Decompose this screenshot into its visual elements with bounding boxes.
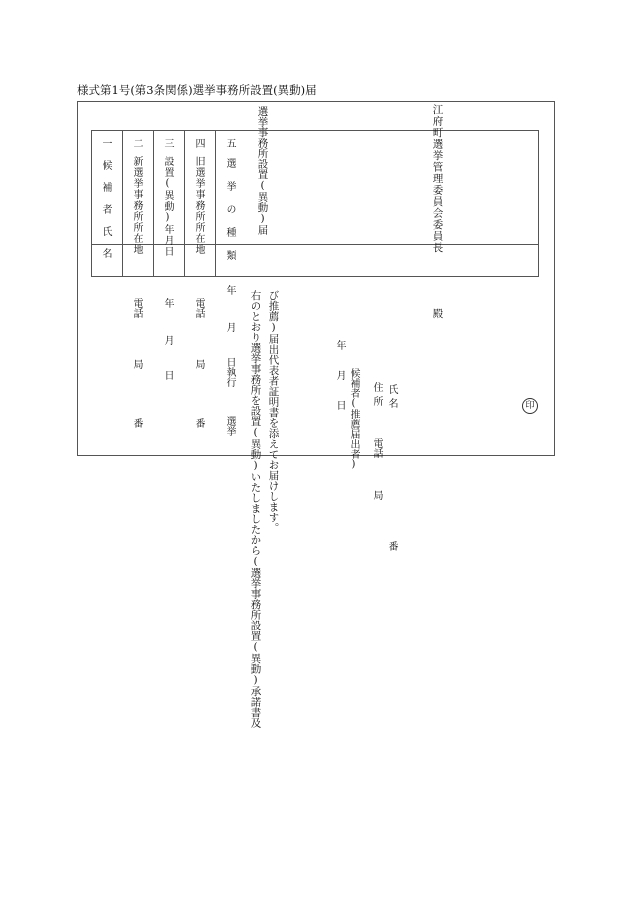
row-divider: [153, 130, 154, 277]
number-label: 番: [386, 541, 397, 551]
row-4-label: 旧選挙事務所所在地: [193, 156, 204, 255]
row-3-day: 日: [162, 370, 173, 380]
row-3-month: 月: [162, 335, 173, 345]
body-line-1: 右のとおり選挙事務所を設置(異動)いたしましたから(選挙事務所設置(異動)承諾書及: [249, 290, 262, 728]
row-1-label: 候補者氏名: [100, 160, 111, 270]
exchange-label: 局: [371, 490, 382, 500]
row-4-exchange: 局: [193, 359, 204, 369]
row-5-month: 月: [224, 322, 235, 332]
addressee-office: 江府町選挙管理委員会委員長: [431, 104, 444, 254]
date-day: 日: [334, 400, 345, 410]
label-value-divider: [91, 244, 539, 245]
name-label: 氏名: [386, 384, 397, 412]
row-5-election-date: 日執行: [224, 357, 235, 387]
form-table: [91, 130, 539, 277]
row-5-number: 五: [224, 138, 235, 148]
row-2-number-label: 番: [131, 418, 142, 428]
addressee-honorific: 殿: [431, 308, 444, 319]
form-caption: 様式第1号(第3条関係)選挙事務所設置(異動)届: [77, 83, 317, 97]
row-5-election: 選挙: [224, 416, 235, 436]
row-2-number: 二: [131, 138, 142, 148]
body-line-2: び推薦)届出代表者証明書を添えてお届けします。: [267, 290, 280, 533]
row-4-number: 四: [193, 138, 204, 148]
phone-label: 電話: [371, 438, 382, 458]
row-divider: [122, 130, 123, 277]
date-month: 月: [334, 370, 345, 380]
submitter-heading: 候補者(推薦届出者): [348, 368, 359, 470]
row-5-year: 年: [224, 285, 235, 295]
address-label: 住所: [371, 382, 382, 410]
row-1-number: 一: [100, 138, 111, 148]
row-4-phone: 電話: [193, 298, 204, 318]
row-divider: [215, 130, 216, 277]
row-divider: [184, 130, 185, 277]
row-4-number-label: 番: [193, 418, 204, 428]
row-3-label: 設置(異動)年月日: [162, 156, 173, 257]
seal-mark: 印: [522, 398, 538, 414]
row-2-label: 新選挙事務所所在地: [131, 156, 142, 255]
document-title: 選挙事務所設置(異動)届: [256, 106, 269, 235]
row-3-number: 三: [162, 138, 173, 148]
date-year: 年: [334, 340, 345, 350]
row-2-exchange: 局: [131, 359, 142, 369]
row-3-year: 年: [162, 298, 173, 308]
row-2-phone: 電話: [131, 298, 142, 318]
row-5-label: 選挙の種類: [224, 158, 235, 273]
